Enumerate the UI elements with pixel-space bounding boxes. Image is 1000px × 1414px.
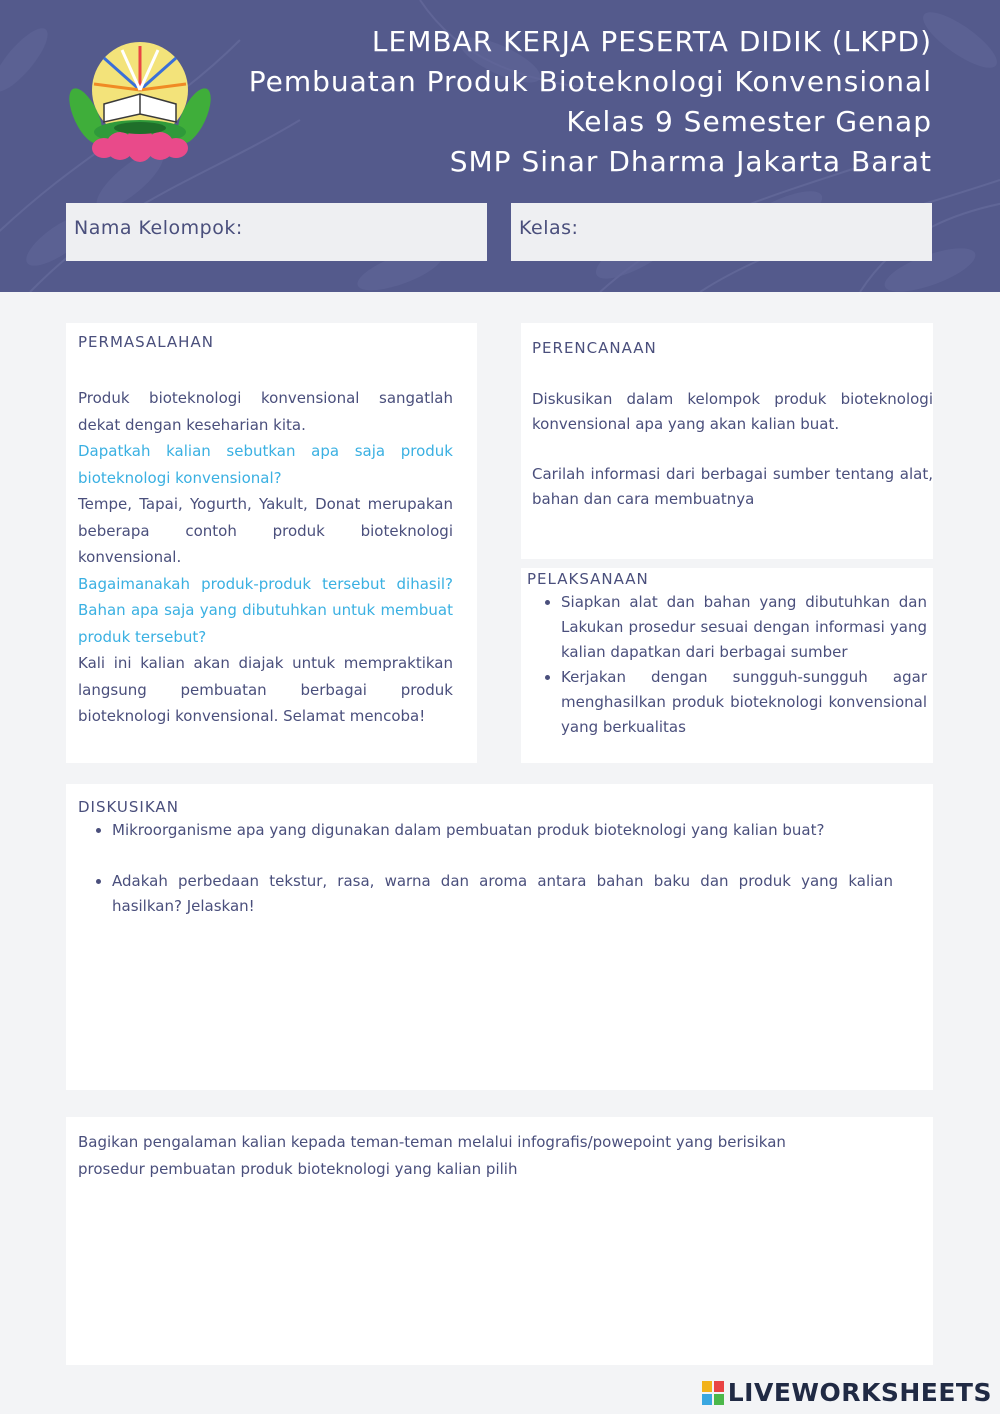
liveworksheets-brand[interactable] xyxy=(702,1378,992,1407)
title-line-1: LEMBAR KERJA PESERTA DIDIK (LKPD) xyxy=(371,25,932,58)
pelaksanaan-box xyxy=(521,568,933,763)
title-line-2: Pembuatan Produk Bioteknologi Konvensional xyxy=(248,65,932,98)
diskusikan-item: • Mikroorganisme apa yang digunakan dalam pembuatan produk bioteknologi yang kalian buat? xyxy=(112,818,893,843)
pelaksanaan-title: PELAKSANAAN xyxy=(527,570,649,588)
perencanaan-text-2: Carilah informasi dari berbagai sumber tentang alat, bahan dan cara membuatnya xyxy=(532,465,933,508)
perencanaan-box xyxy=(521,323,933,559)
pelaksanaan-item: • Siapkan alat dan bahan yang dibutuhkan dan Lakukan prosedur sesuai dengan informasi yang kalian dapatkan dari berbagai sumber xyxy=(561,590,927,665)
class-field[interactable] xyxy=(511,203,932,261)
title-line-3: Kelas 9 Semester Genap xyxy=(566,105,932,138)
group-name-field[interactable] xyxy=(66,203,487,261)
class-label: Kelas: xyxy=(519,217,579,239)
permasalahan-closing: Kali ini kalian akan diajak untuk mempraktikan langsung pembuatan berbagai produk bioteknologi konvensional. Selamat mencoba! xyxy=(78,654,453,725)
pelaksanaan-item: • Kerjakan dengan sungguh-sungguh agar menghasilkan produk bioteknologi konvensional yang berkualitas xyxy=(561,665,927,740)
group-name-label: Nama Kelompok: xyxy=(74,217,243,239)
diskusikan-box xyxy=(66,784,933,1090)
permasalahan-intro: Produk bioteknologi konvensional sangatlah dekat dengan keseharian kita. xyxy=(78,389,453,434)
permasalahan-box xyxy=(66,323,477,763)
school-logo xyxy=(64,34,216,166)
perencanaan-text-1: Diskusikan dalam kelompok produk bioteknologi konvensional apa yang akan kalian buat. xyxy=(532,390,933,433)
permasalahan-question-2: Bagaimanakah produk-produk tersebut dihasil? Bahan apa saja yang dibutuhkan untuk membuat produk tersebut? xyxy=(78,574,453,646)
diskusikan-item: • Adakah perbedaan tekstur, rasa, warna dan aroma antara bahan baku dan produk yang kalian hasilkan? Jelaskan! xyxy=(112,869,893,919)
perencanaan-title: PERENCANAAN xyxy=(532,339,657,357)
worksheet-title xyxy=(249,22,932,182)
bagikan-box xyxy=(66,1117,933,1365)
title-line-4: SMP Sinar Dharma Jakarta Barat xyxy=(449,145,932,178)
permasalahan-examples: Tempe, Tapai, Yogurth, Yakult, Donat merupakan beberapa contoh produk bioteknologi konvensional. xyxy=(78,495,453,566)
diskusikan-list xyxy=(78,818,893,919)
diskusikan-title: DISKUSIKAN xyxy=(78,798,179,816)
permasalahan-title: PERMASALAHAN xyxy=(78,333,214,351)
pelaksanaan-list xyxy=(527,590,927,740)
bagikan-text: Bagikan pengalaman kalian kepada teman-teman melalui infografis/powepoint yang berisikan prosedur pembuatan produk bioteknologi yang kalian pilih xyxy=(78,1133,786,1178)
liveworksheets-icon xyxy=(702,1381,724,1405)
permasalahan-question-1: Dapatkah kalian sebutkan apa saja produk bioteknologi konvensional? xyxy=(78,442,453,487)
brand-name: LIVEWORKSHEETS xyxy=(727,1378,992,1407)
